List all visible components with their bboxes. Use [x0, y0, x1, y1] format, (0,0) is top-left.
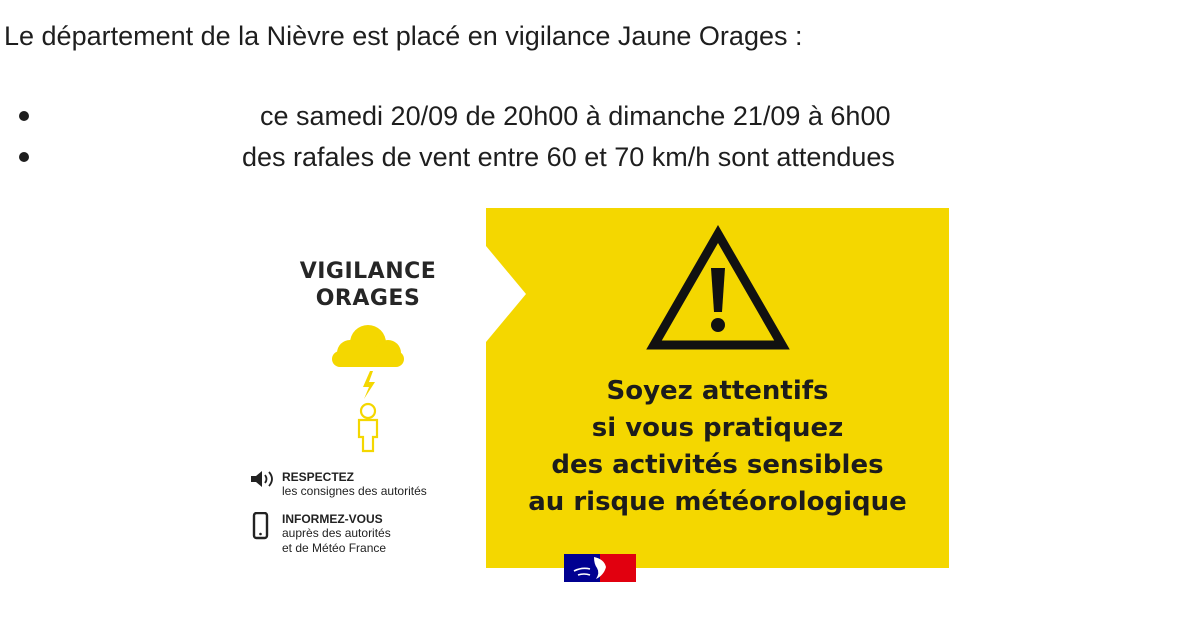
panel-notch	[486, 246, 526, 342]
vigilance-poster	[250, 208, 950, 588]
poster-left-panel: VIGILANCE ORAGES RESPECTEZ les consignes des autorités INFORMEZ-VOUS auprès des autorités et de Météo France	[250, 208, 486, 588]
list-item	[0, 97, 1200, 138]
intro-text: Le département de la Nièvre est placé en vigilance Jaune Orages :	[4, 21, 803, 51]
alert-message: Soyez attentifs si vous pratiquez des activités sensibles au risque météorologique	[528, 376, 907, 517]
storm-person-icon	[328, 323, 408, 458]
bullet-icon	[19, 152, 29, 162]
cloud-icon	[332, 325, 404, 367]
speaker-icon	[250, 470, 276, 488]
warning-icon	[645, 224, 791, 354]
list-item	[0, 138, 1200, 179]
person-icon	[359, 404, 377, 451]
republique-francaise-logo	[564, 554, 636, 582]
alert-period: ce samedi 20/09 de 20h00 à dimanche 21/09 à 6h00	[260, 101, 891, 131]
wind-gusts: des rafales de vent entre 60 et 70 km/h sont attendues	[242, 142, 895, 172]
alert-details-list	[0, 97, 1200, 179]
phone-icon	[250, 512, 270, 542]
bullet-icon	[19, 111, 29, 121]
lightning-icon	[363, 371, 375, 399]
poster-title: VIGILANCE ORAGES	[299, 259, 437, 311]
